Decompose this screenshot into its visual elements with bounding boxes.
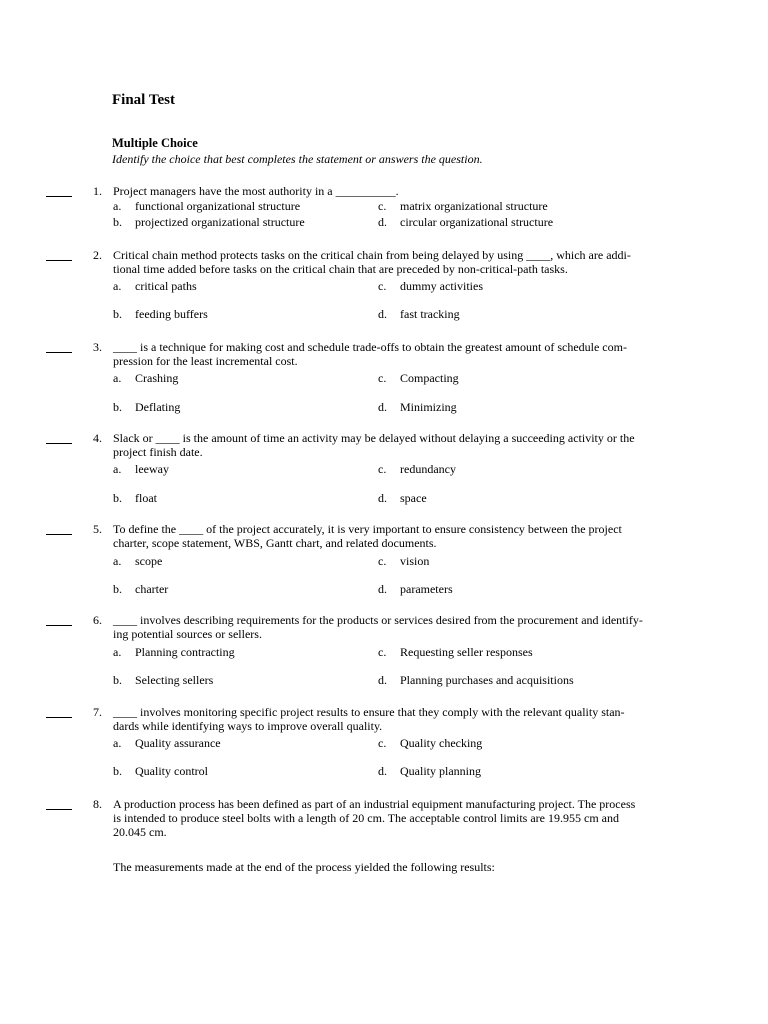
question-number: 4. bbox=[93, 431, 102, 445]
stem-line: ____ is a technique for making cost and schedule trade-offs to obtain the greatest amount of schedule com- bbox=[113, 340, 627, 354]
option-a[interactable]: a. Planning contracting bbox=[113, 645, 235, 659]
stem-line: project finish date. bbox=[113, 445, 203, 459]
option-d[interactable]: d. circular organizational structure bbox=[378, 215, 554, 229]
stem-line: A production process has been defined as part of an industrial equipment manufacturing project. The process bbox=[113, 797, 636, 811]
option-d[interactable]: d. space bbox=[378, 491, 427, 505]
question-number: 3. bbox=[93, 340, 102, 354]
option-c[interactable]: c. Requesting seller responses bbox=[378, 645, 533, 659]
option-b[interactable]: b. charter bbox=[113, 582, 169, 596]
page-title: Final Test bbox=[112, 92, 175, 108]
stem-line: charter, scope statement, WBS, Gantt chart, and related documents. bbox=[113, 536, 437, 550]
option-b[interactable]: b. Selecting sellers bbox=[113, 673, 214, 687]
stem-line: pression for the least incremental cost. bbox=[113, 354, 298, 368]
question-stem bbox=[113, 431, 725, 459]
stem-line: tional time added before tasks on the critical chain that are preceded by non-critical-path tasks. bbox=[113, 262, 568, 276]
option-b[interactable]: b. projectized organizational structure bbox=[113, 215, 305, 229]
option-c[interactable]: c. matrix organizational structure bbox=[378, 199, 548, 213]
option-d[interactable]: d. parameters bbox=[378, 582, 453, 596]
option-d[interactable]: d. fast tracking bbox=[378, 307, 460, 321]
section-heading: Multiple Choice bbox=[112, 136, 198, 150]
stem-line: is intended to produce steel bolts with a length of 20 cm. The acceptable control limits are 19.955 cm and bbox=[113, 811, 619, 825]
question-stem bbox=[113, 797, 725, 839]
stem-line: dards while identifying ways to improve overall quality. bbox=[113, 719, 383, 733]
option-d[interactable]: d. Minimizing bbox=[378, 400, 457, 414]
question-number: 2. bbox=[93, 248, 102, 262]
option-b[interactable]: b. float bbox=[113, 491, 157, 505]
stem-line: ing potential sources or sellers. bbox=[113, 627, 262, 641]
option-a[interactable]: a. functional organizational structure bbox=[113, 199, 301, 213]
question-number: 1. bbox=[93, 184, 102, 198]
answer-blank[interactable] bbox=[46, 248, 72, 261]
question-followup: The measurements made at the end of the process yielded the following results: bbox=[113, 860, 495, 874]
question-number: 5. bbox=[93, 522, 102, 536]
option-a[interactable]: a. leeway bbox=[113, 462, 169, 476]
answer-blank[interactable] bbox=[46, 340, 72, 353]
question-number: 6. bbox=[93, 613, 102, 627]
answer-blank[interactable] bbox=[46, 797, 72, 810]
question-stem bbox=[113, 340, 725, 368]
answer-blank[interactable] bbox=[46, 431, 72, 444]
answer-blank[interactable] bbox=[46, 184, 72, 197]
option-c[interactable]: c. redundancy bbox=[378, 462, 456, 476]
option-d[interactable]: d. Planning purchases and acquisitions bbox=[378, 673, 574, 687]
option-d[interactable]: d. Quality planning bbox=[378, 764, 481, 778]
option-a[interactable]: a. Crashing bbox=[113, 371, 179, 385]
option-c[interactable]: c. Quality checking bbox=[378, 736, 483, 750]
question-number: 8. bbox=[93, 797, 102, 811]
option-b[interactable]: b. Deflating bbox=[113, 400, 181, 414]
stem-line: Critical chain method protects tasks on the critical chain from being delayed by using ____, which are addi- bbox=[113, 248, 631, 262]
stem-line: 20.045 cm. bbox=[113, 825, 167, 839]
stem-line: ____ involves monitoring specific project results to ensure that they comply with the relevant quality stan- bbox=[113, 705, 625, 719]
question-stem bbox=[113, 613, 725, 641]
question-stem bbox=[113, 522, 725, 550]
option-c[interactable]: c. dummy activities bbox=[378, 279, 483, 293]
option-b[interactable]: b. Quality control bbox=[113, 764, 208, 778]
option-a[interactable]: a. critical paths bbox=[113, 279, 197, 293]
answer-blank[interactable] bbox=[46, 522, 72, 535]
option-a[interactable]: a. scope bbox=[113, 554, 163, 568]
question-number: 7. bbox=[93, 705, 102, 719]
option-a[interactable]: a. Quality assurance bbox=[113, 736, 221, 750]
option-c[interactable]: c. Compacting bbox=[378, 371, 459, 385]
question-stem bbox=[113, 248, 725, 276]
option-b[interactable]: b. feeding buffers bbox=[113, 307, 208, 321]
stem-line: Project managers have the most authority in a __________. bbox=[113, 184, 399, 198]
stem-line: ____ involves describing requirements for the products or services desired from the procurement and identify- bbox=[113, 613, 643, 627]
question-stem bbox=[113, 705, 725, 733]
answer-blank[interactable] bbox=[46, 613, 72, 626]
stem-line: Slack or ____ is the amount of time an activity may be delayed without delaying a succeeding activity or the bbox=[113, 431, 635, 445]
option-c[interactable]: c. vision bbox=[378, 554, 430, 568]
instruction-text: Identify the choice that best completes the statement or answers the question. bbox=[112, 152, 483, 166]
question-stem bbox=[113, 184, 725, 198]
answer-blank[interactable] bbox=[46, 705, 72, 718]
stem-line: To define the ____ of the project accurately, it is very important to ensure consistency between the project bbox=[113, 522, 622, 536]
